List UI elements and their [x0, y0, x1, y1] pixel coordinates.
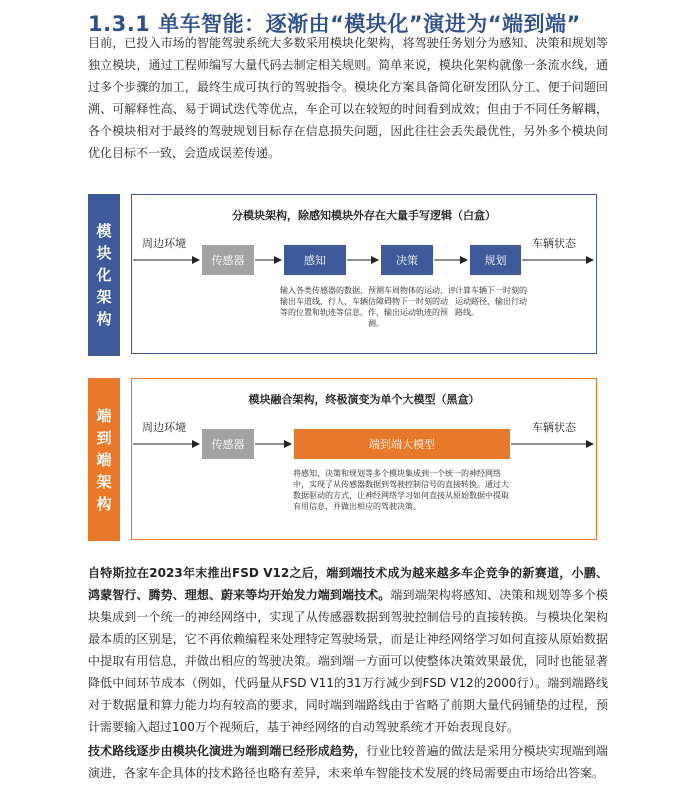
modular-planning-desc: 计算车辆下一时刻的运动路径，输出行动路线。: [455, 286, 527, 317]
modular-planning-box: 规划: [470, 245, 521, 275]
modular-sensor-box: 传感器: [202, 245, 254, 275]
e2e-output-label: 车辆状态: [532, 421, 576, 434]
paragraph-intro: 目前，已投入市场的智能驾驶系统大多数采用模块化架构，将驾驶任务划分为感知、决策和规划等独立模块，通过工程师编写大量代码去制定相关规则。简单来说，模块化架构就像一条流水线，通过多个步骤的加工，最终生成可执行的驾驶指令。模块化方案具备简化研发团队分工、便于问题回溯、可解释性高、易于调试迭代等优点，车企可以在较短的时间看到成效；但由于不同任务解耦，各个模块相对于最终的驾驶规划目标存在信息损失问题，因此往往会丢失最优性，另外多个模块间优化目标不一致，会造成误差传递。: [88, 36, 608, 160]
modular-architecture-panel: [131, 194, 597, 354]
modular-decision-desc: 预测车周物体的运动，评估障碍物下一时刻的动作，输出运动轨迹的预测。: [368, 286, 456, 328]
e2e-side-label: 端到端架构: [88, 378, 120, 541]
modular-output-label: 车辆状态: [532, 237, 576, 250]
e2e-model-desc: 将感知、决策和规划等多个模块集成到一个统一的神经网络中，实现了从传感器数据到驾驶控制信号的直接转换。通过大数据驱动的方式，让神经网络学习如何直接从原始数据中提取有用信息，并做出相应的驾驶决策。: [293, 469, 509, 511]
modular-flow-arrows: [131, 194, 597, 354]
e2e-architecture-panel: [131, 378, 597, 540]
paragraph-tesla-e2e-body: 端到端架构将感知、决策和规划等多个模块集成到一个统一的神经网络中，实现了从传感器数据到驾驶控制信号的直接转换。与模块化架构最本质的区别是，它不再依赖编程来处理特定驾驶场景，而是让神经网络学习如何直接从原始数据中提取有用信息，并做出相应的驾驶决策。端到端一方面可以使整体决策效果最优，同时也能显著降低中间环节成本（例如，代码量从FSD V11的31万行减少到FSD V12的2000行）。端到端路线对于数据量和算力能力均有较高的要求，同时端到端路线由于省略了前期大量代码铺垫的过程，预计需要输入超过100万个视频后，基于神经网络的自动驾驶系统才开始表现良好。: [88, 588, 608, 734]
paragraph-trend-body: 行业比较普遍的做法是采用分模块实现端到端演进，各家车企具体的技术路径也略有差异，未来单车智能技术发展的终局需要由市场给出答案。: [88, 744, 608, 780]
e2e-flow-arrows: [131, 378, 597, 540]
modular-input-label: 周边环境: [142, 237, 186, 250]
e2e-model-box: 端到端大模型: [294, 429, 510, 459]
e2e-panel-title: 模块融合架构，终极演变为单个大模型（黑盒）: [248, 393, 480, 406]
e2e-sensor-box: 传感器: [202, 429, 254, 459]
modular-decision-box: 决策: [381, 245, 433, 275]
paragraph-tesla-e2e-bold: 自特斯拉在2023年末推出FSD V12之后，端到端技术成为越来越多车企竞争的新赛道，小鹏、鸿蒙智行、腾势、理想、蔚来等均开始发力端到端技术。: [88, 566, 608, 602]
modular-perception-box: 感知: [284, 245, 346, 275]
modular-side-label: 模块化架构: [88, 194, 120, 356]
section-title: 1.3.1 单车智能：逐渐由“模块化”演进为“端到端”: [88, 12, 581, 36]
modular-panel-title: 分模块架构，除感知模块外存在大量手写逻辑（白盒）: [232, 209, 496, 222]
paragraph-tesla-e2e: [88, 562, 608, 738]
modular-perception-desc: 输入各类传感器的数据，输出车道线，行人，车辆等的位置和轨迹等信息。: [280, 286, 368, 317]
e2e-input-label: 周边环境: [142, 421, 186, 434]
paragraph-trend: [88, 740, 608, 784]
paragraph-trend-bold: 技术路线逐步由模块化演进为端到端已经形成趋势，: [88, 744, 367, 758]
